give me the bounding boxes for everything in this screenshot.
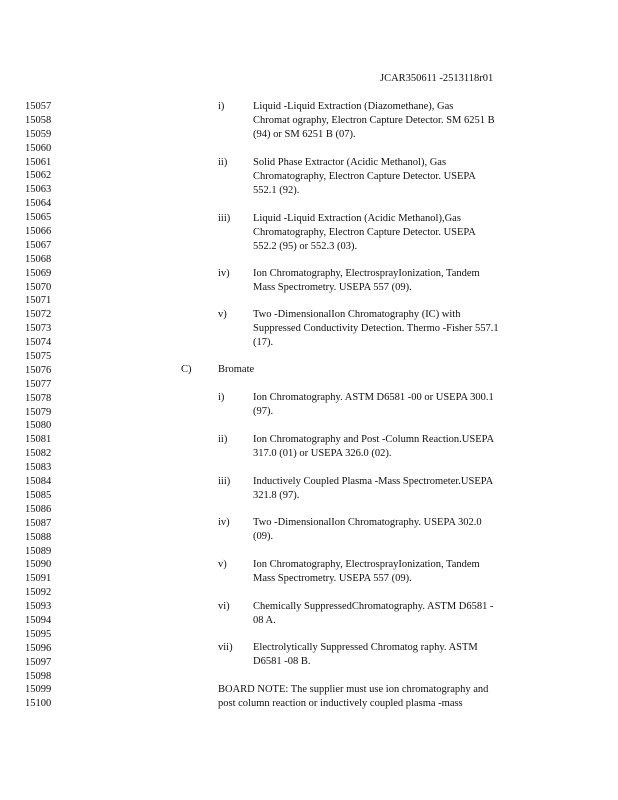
line-number: 15069	[25, 267, 52, 279]
line-number: 15089	[25, 545, 52, 557]
list-item-text: Liquid -Liquid Extraction (Acidic Methanol),Gas Chromatography, Electron Capture Detector. USEPA 552.2 (95) or 552.3 (03).	[253, 213, 476, 252]
list-marker: vi)	[218, 601, 230, 612]
list-item-text: Electrolytically Suppressed Chromatog raphy. ASTM D6581 -08 B.	[253, 642, 478, 667]
line-number: 15095	[25, 628, 52, 640]
list-marker: vii)	[218, 642, 233, 653]
line-number: 15061	[25, 156, 52, 168]
line-number: 15068	[25, 253, 52, 265]
line-number: 15083	[25, 462, 52, 474]
line-number: 15077	[25, 378, 52, 390]
list-item-text: Two -DimensionalIon Chromatography. USEPA 302.0 (09).	[253, 517, 482, 542]
line-number: 15079	[25, 406, 52, 418]
line-number: 15081	[25, 434, 52, 446]
line-number: 15072	[25, 309, 52, 321]
line-number: 15060	[25, 142, 52, 154]
line-number: 15057	[25, 101, 52, 112]
line-number: 15087	[25, 517, 52, 529]
line-number: 15086	[25, 503, 52, 515]
line-number: 15088	[25, 531, 52, 543]
line-number: 15078	[25, 392, 52, 404]
line-numbers	[25, 100, 65, 711]
line-number: 15080	[25, 420, 52, 432]
section-marker: C)	[181, 364, 192, 375]
line-number: 15093	[25, 601, 52, 613]
line-number: 15084	[25, 476, 52, 488]
list-marker: iii)	[218, 213, 231, 224]
section-title: Bromate	[218, 364, 255, 375]
board-note: BOARD NOTE: The supplier must use ion chromatography and post column reaction or inductively coupled plasma -mass	[218, 684, 489, 709]
list-marker: i)	[218, 101, 225, 112]
line-number: 15070	[25, 281, 52, 293]
list-item-text: Two -DimensionalIon Chromatography (IC) with Suppressed Conductivity Detection. Thermo -Fisher 557.1 (17).	[253, 309, 499, 348]
line-number: 15075	[25, 351, 52, 363]
line-number: 15085	[25, 489, 52, 501]
list-marker: iii)	[218, 476, 231, 487]
list-marker: iv)	[218, 517, 230, 528]
list-item-text: Ion Chromatography, ElectrosprayIonization, Tandem Mass Spectrometry. USEPA 557 (09).	[253, 559, 480, 584]
list-item-text: Chemically SuppressedChromatography. ASTM D6581 - 08 A.	[253, 601, 494, 626]
list-marker: v)	[218, 309, 227, 320]
line-number: 15067	[25, 239, 52, 251]
list-marker: i)	[218, 392, 225, 403]
line-number: 15094	[25, 614, 52, 626]
line-number: 15074	[25, 337, 52, 349]
list-item-text: Liquid -Liquid Extraction (Diazomethane), Gas Chromat ography, Electron Capture Detector. SM 6251 B (94) or SM 6251 B (07).	[253, 101, 495, 140]
line-number: 15059	[25, 128, 52, 140]
list-item-text: Ion Chromatography, ElectrosprayIonization, Tandem Mass Spectrometry. USEPA 557 (09).	[253, 268, 480, 293]
line-number: 15065	[25, 212, 52, 224]
list-item-text: Ion Chromatography and Post -Column Reaction.USEPA 317.0 (01) or USEPA 326.0 (02).	[253, 434, 495, 459]
line-number: 15064	[25, 198, 52, 210]
list-item-text: Inductively Coupled Plasma -Mass Spectrometer.USEPA 321.8 (97).	[253, 476, 494, 501]
list-item-text: Ion Chromatography. ASTM D6581 -00 or USEPA 300.1 (97).	[253, 392, 494, 417]
line-number: 15071	[25, 295, 52, 307]
line-number: 15058	[25, 114, 52, 126]
line-number: 15099	[25, 684, 52, 696]
line-number: 15062	[25, 170, 52, 182]
line-number: 15091	[25, 573, 52, 585]
line-number: 15098	[25, 670, 52, 682]
document-header: JCAR350611 -2513118r01	[380, 73, 494, 84]
line-number: 15082	[25, 448, 52, 460]
line-number: 15092	[25, 587, 52, 599]
line-number: 15090	[25, 559, 52, 571]
list-marker: ii)	[218, 157, 228, 168]
line-number: 15073	[25, 323, 52, 335]
list-marker: v)	[218, 559, 227, 570]
list-marker: ii)	[218, 434, 228, 445]
line-number: 15096	[25, 642, 52, 654]
list-item-text: Solid Phase Extractor (Acidic Methanol), Gas Chromatography, Electron Capture Detector. USEPA 552.1 (92).	[253, 157, 476, 196]
line-number: 15066	[25, 226, 52, 238]
list-marker: iv)	[218, 268, 230, 279]
line-number: 15100	[25, 698, 52, 710]
line-number: 15076	[25, 364, 52, 376]
line-number: 15063	[25, 184, 52, 196]
line-number: 15097	[25, 656, 52, 668]
